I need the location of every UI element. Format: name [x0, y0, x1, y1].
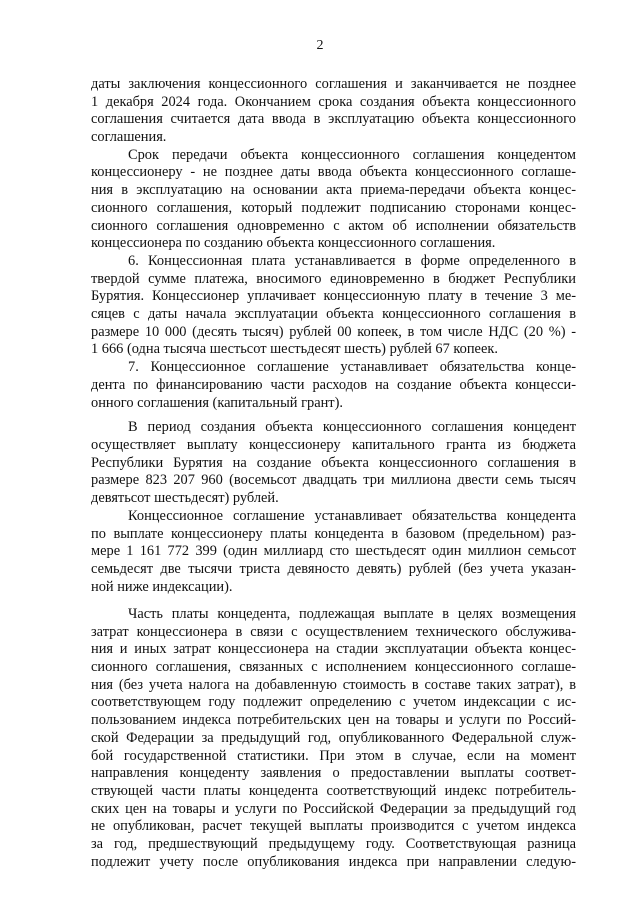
text-line: затрат концессионера в связи с осуществлением технического обслужива-: [91, 623, 576, 640]
text-line: ной ниже индексации).: [91, 578, 233, 595]
paragraph: [91, 606, 576, 871]
text-line: подлежит учету после опубликования индекса при направлении следую-: [91, 853, 576, 870]
text-line: по выплате концессионеру платы концедента в базовом (предельном) раз-: [91, 525, 576, 542]
text-line: твердой сумме платежа, вносимого единовременно в бюджет Республики: [91, 270, 576, 287]
text-line: размере 823 207 960 (восемьсот двадцать три миллиона двести семь тысяч: [91, 472, 576, 489]
text-line: ния (без учета налога на добавленную стоимость в составе таких затрат), в: [91, 676, 576, 693]
text-line: Срок передачи объекта концессионного соглашения концедентом: [128, 146, 576, 163]
text-line: 6. Концессионная плата устанавливается в форме определенного в: [128, 253, 576, 269]
text-line: концессионера по созданию объекта концессионного соглашения.: [91, 235, 496, 252]
text-line: осуществляет выплату концессионеру капитального гранта из бюджета: [91, 436, 576, 453]
text-line: соответствующем году подлежит определению с учетом индексации с ис-: [91, 694, 576, 711]
text-line: бой государственной статистики. При этом в случае, если на момент: [91, 747, 576, 764]
page-number: 2: [316, 38, 324, 53]
text-line: 1 декабря 2024 года. Окончанием срока создания объекта концессионного: [91, 93, 576, 110]
text-line: дента по финансированию части расходов на создание объекта концесси-: [91, 376, 576, 393]
paragraph: [91, 359, 576, 412]
text-line: ствующей части платы концедента соответствующий индекс потребитель-: [91, 782, 576, 799]
text-line: Концессионное соглашение устанавливает обязательства концедента: [128, 508, 576, 524]
text-line: соглашения считается дата ввода в эксплуатацию объекта концессионного: [91, 111, 576, 128]
text-line: 1 666 (одна тысяча шестьсот шестьдесят шесть) рублей 67 копеек.: [91, 341, 498, 358]
text-line: онного соглашения (капитальный грант).: [91, 394, 343, 411]
text-line: сионного соглашения, связанных с исполнением концессионного соглаше-: [91, 659, 576, 676]
text-line: мере 1 161 772 399 (один миллиард сто шестьдесят один миллион семьсот: [91, 543, 576, 560]
text-line: ния в эксплуатацию на основании акта приема-передачи объекта концес-: [91, 182, 576, 199]
text-line: сяцев с даты начала эксплуатации объекта концессионного соглашения в: [91, 306, 576, 323]
text-line: семьдесят две тысячи триста девяносто девять) рублей (без учета указан-: [91, 561, 576, 578]
text-line: девятьсот шестьдесят) рублей.: [91, 489, 279, 506]
text-line: 7. Концессионное соглашение устанавливает обязательства конце-: [128, 359, 576, 376]
text-line: ских цен на товары и услуги по Российской Федерации за предыдущий год: [91, 800, 576, 817]
text-line: размере 10 000 (десять тысяч) рублей 00 копеек, в том числе НДС (20 %) -: [91, 323, 576, 340]
text-line: сионного соглашения одновременно с актом об исполнении обязательств: [91, 217, 576, 234]
text-line: ской Федерации за предыдущий год, опубликованного Федеральной служ-: [91, 729, 576, 746]
text-line: ния и иных затрат концессионера на стадии эксплуатации объекта концес-: [91, 641, 576, 658]
text-line: концессионеру - не позднее даты ввода объекта концессионного соглаше-: [91, 164, 576, 181]
text-line: не опубликован, расчет текущей выплаты производится с учетом индекса: [91, 818, 576, 835]
paragraph: [91, 253, 576, 359]
paragraph: [91, 76, 576, 147]
text-line: сионного соглашения, который подлежит подписанию сторонами концес-: [91, 199, 576, 216]
text-line: Бурятия. Концессионер уплачивает концессионную плату в течение 3 ме-: [91, 288, 576, 305]
paragraph: [91, 508, 576, 596]
text-line: соглашения.: [91, 129, 167, 146]
text-line: Часть платы концедента, подлежащая выплате в целях возмещения: [128, 606, 576, 622]
text-line: даты заключения концессионного соглашения и заканчивается не позднее: [91, 76, 576, 92]
paragraph: [91, 419, 576, 507]
paragraph: [91, 147, 576, 253]
text-line: Республики Бурятия на создание объекта концессионного соглашения в: [91, 454, 576, 471]
text-line: пользованием индекса потребительских цен на товары и услуги по Россий-: [91, 712, 576, 729]
text-line: В период создания объекта концессионного соглашения концедент: [128, 419, 576, 436]
text-line: направления концеденту заявления о предоставлении выплаты соответ-: [91, 765, 576, 782]
text-line: за год, предшествующий предыдущему году. Соответствующая разница: [91, 835, 576, 852]
